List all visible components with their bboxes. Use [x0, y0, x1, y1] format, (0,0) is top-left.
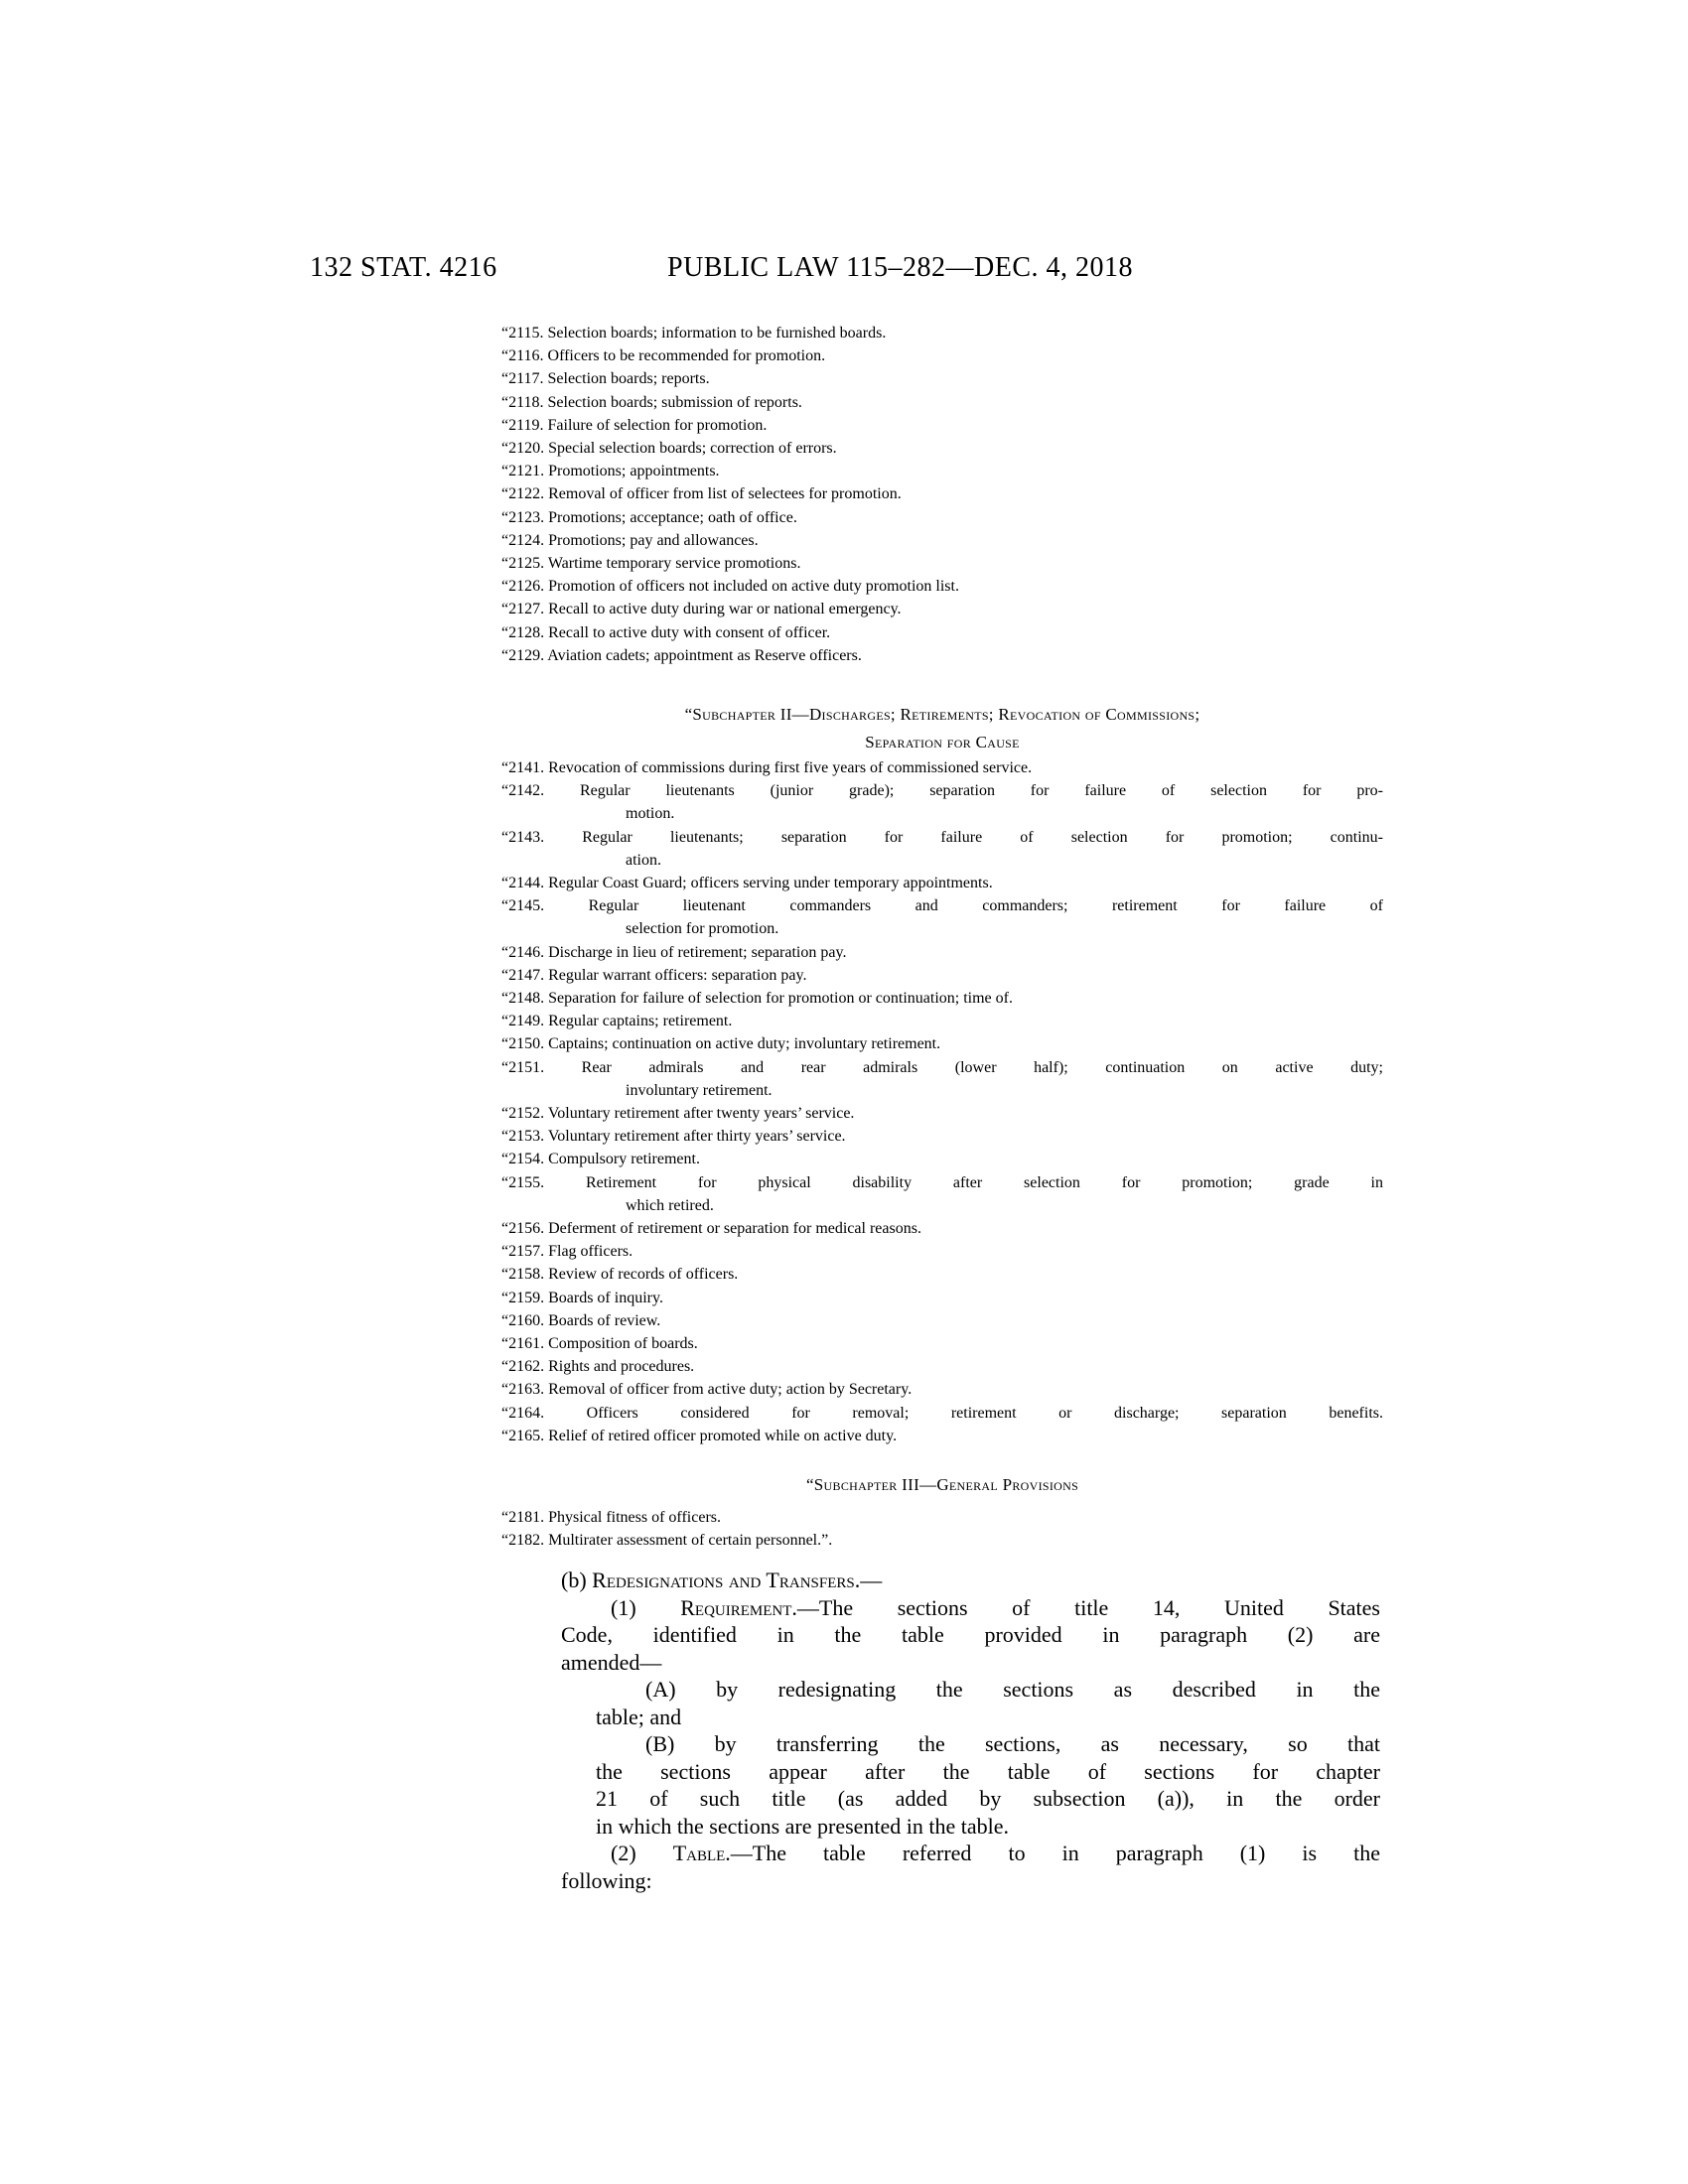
toc-entry-line: “2163. Removal of officer from active duty; action by Secretary. — [501, 1381, 913, 1399]
body-paragraph — [561, 1594, 1380, 1677]
toc-entry-line: “2126. Promotion of officers not included on active duty promotion list. — [501, 578, 959, 596]
toc-entry — [501, 987, 1383, 1010]
toc-entry-line: “2151. Rear admirals and rear admirals (lower half); continuation on active duty; — [501, 1058, 1383, 1076]
body-text-segment: .— — [854, 1568, 883, 1592]
toc-entry-line: “2118. Selection boards; submission of reports. — [501, 393, 802, 411]
body-line — [561, 1594, 1380, 1622]
subchapter-iii-heading — [501, 1471, 1383, 1499]
body-text-segment: (A) by redesignating the sections as described in the — [645, 1677, 1380, 1702]
body-paragraph — [561, 1567, 1380, 1594]
body-line — [596, 1785, 1380, 1813]
toc-entry — [501, 1402, 1383, 1425]
toc-entry-line: “2122. Removal of officer from list of selectees for promotion. — [501, 485, 902, 503]
subchapter-iii-heading-line1: “Subchapter III—General Provisions — [805, 1475, 1079, 1494]
body-text-segment: 21 of such title (as added by subsection (a)), in the order — [596, 1786, 1380, 1811]
toc-entry — [501, 437, 1383, 460]
toc-entry — [501, 1529, 1383, 1552]
body-line — [561, 1840, 1380, 1867]
stat-page-number: 132 STAT. 4216 — [310, 252, 497, 283]
body-text-segment: (1) — [611, 1594, 681, 1620]
toc-entry-line: “2165. Relief of retired officer promoted while on active duty. — [501, 1427, 898, 1444]
toc-entry-line: “2181. Physical fitness of officers. — [501, 1509, 721, 1526]
toc-entry-line: “2120. Special selection boards; correction of errors. — [501, 440, 837, 458]
toc-entry — [501, 1010, 1383, 1032]
toc-entry-line: “2124. Promotions; pay and allowances. — [501, 531, 759, 549]
toc-entry-line: “2141. Revocation of commissions during first five years of commissioned service. — [501, 759, 1033, 776]
toc-entry — [501, 1032, 1383, 1055]
toc-entry — [501, 1287, 1383, 1309]
toc-entry-line: “2148. Separation for failure of selection for promotion or continuation; time of. — [501, 990, 1013, 1008]
body-line — [596, 1676, 1380, 1704]
toc-entry-line: “2161. Composition of boards. — [501, 1335, 698, 1353]
small-caps-term: Redesignations and Transfers — [592, 1568, 855, 1592]
toc-entry — [501, 1355, 1383, 1378]
toc-entry — [501, 1171, 1383, 1217]
body-text-segment: in which the sections are presented in the table. — [596, 1813, 1010, 1839]
statute-body-text — [561, 1567, 1380, 1894]
toc-entry-line: “2147. Regular warrant officers: separation pay. — [501, 966, 807, 984]
body-line — [561, 1567, 1380, 1594]
toc-entry-line: “2154. Compulsory retirement. — [501, 1151, 700, 1168]
body-text-segment: .—The sections of title 14, United States — [791, 1594, 1380, 1620]
toc-entry — [501, 1102, 1383, 1125]
subchapter-ii-heading-line2: Separation for Cause — [865, 733, 1020, 751]
toc-entry-line: “2157. Flag officers. — [501, 1243, 633, 1261]
toc-entry — [501, 322, 1383, 344]
toc-entry — [501, 1309, 1383, 1332]
body-line — [596, 1758, 1380, 1786]
toc-entry — [501, 644, 1383, 667]
body-line — [561, 1867, 1380, 1895]
toc-entry — [501, 1263, 1383, 1286]
toc-entry — [501, 941, 1383, 964]
toc-entry-line: “2162. Rights and procedures. — [501, 1358, 695, 1376]
body-text-segment: the sections appear after the table of sections for chapter — [596, 1758, 1380, 1784]
toc-entry — [501, 575, 1383, 598]
body-line — [561, 1621, 1380, 1649]
toc-entry — [501, 779, 1383, 825]
toc-entry — [501, 1425, 1383, 1447]
body-text-segment: (B) by transferring the sections, as necessary, so that — [645, 1731, 1380, 1756]
toc-entry-line: “2155. Retirement for physical disability after selection for promotion; grade in — [501, 1173, 1383, 1191]
toc-sections-promotion — [501, 322, 1383, 667]
toc-entry — [501, 1240, 1383, 1263]
toc-entry-line: “2160. Boards of review. — [501, 1311, 661, 1329]
toc-sections-discharges — [501, 756, 1383, 1447]
body-line — [596, 1704, 1380, 1731]
toc-entry — [501, 1332, 1383, 1355]
toc-entry — [501, 529, 1383, 552]
small-caps-term: Table — [672, 1841, 726, 1865]
toc-entry — [501, 1506, 1383, 1529]
toc-entry-line: “2119. Failure of selection for promotion. — [501, 416, 768, 434]
toc-entry — [501, 460, 1383, 482]
body-line — [596, 1813, 1380, 1841]
toc-entry — [501, 414, 1383, 437]
toc-entry-line: “2144. Regular Coast Guard; officers serving under temporary appointments. — [501, 875, 993, 892]
toc-entry — [501, 391, 1383, 414]
body-text-segment: (2) — [611, 1841, 673, 1865]
toc-entry — [501, 756, 1383, 779]
toc-entry-line: “2182. Multirater assessment of certain personnel.”. — [501, 1532, 833, 1550]
body-text-segment: amended— — [561, 1649, 662, 1675]
toc-entry — [501, 894, 1383, 940]
public-law-header: PUBLIC LAW 115–282—DEC. 4, 2018 — [667, 252, 1134, 283]
toc-entry-line: “2129. Aviation cadets; appointment as Reserve officers. — [501, 646, 862, 664]
body-text-segment: .—The table referred to in paragraph (1) is the — [725, 1841, 1380, 1865]
toc-sections-general-provisions — [501, 1506, 1383, 1552]
toc-entry — [501, 1217, 1383, 1240]
toc-entry — [501, 552, 1383, 575]
toc-entry — [501, 598, 1383, 620]
toc-entry-line: “2149. Regular captains; retirement. — [501, 1013, 733, 1030]
toc-entry — [501, 872, 1383, 894]
toc-entry — [501, 1125, 1383, 1148]
body-paragraph — [561, 1840, 1380, 1894]
body-line — [596, 1730, 1380, 1758]
toc-entry-line: “2150. Captains; continuation on active duty; involuntary retirement. — [501, 1035, 941, 1053]
toc-entry-line: ation. — [626, 851, 661, 869]
toc-entry-line: “2125. Wartime temporary service promotions. — [501, 555, 801, 573]
toc-entry — [501, 506, 1383, 529]
toc-entry — [501, 964, 1383, 987]
toc-entry-line: “2158. Review of records of officers. — [501, 1266, 739, 1284]
toc-entry — [501, 1148, 1383, 1170]
subchapter-ii-heading-line1: “Subchapter II—Discharges; Retirements; Revocation of Commissions; — [684, 705, 1200, 724]
toc-entry-line: “2152. Voluntary retirement after twenty years’ service. — [501, 1105, 855, 1123]
toc-entry-line: “2123. Promotions; acceptance; oath of office. — [501, 508, 797, 526]
toc-entry — [501, 482, 1383, 505]
toc-entry-line: “2159. Boards of inquiry. — [501, 1289, 663, 1306]
toc-entry — [501, 621, 1383, 644]
toc-entry-line: “2128. Recall to active duty with consent of officer. — [501, 623, 831, 641]
toc-entry-line: “2146. Discharge in lieu of retirement; separation pay. — [501, 943, 847, 961]
toc-entry-line: involuntary retirement. — [626, 1081, 773, 1099]
toc-entry-line: “2116. Officers to be recommended for promotion. — [501, 347, 826, 365]
toc-entry-line: “2145. Regular lieutenant commanders and commanders; retirement for failure of — [501, 897, 1383, 915]
body-paragraph — [596, 1676, 1380, 1730]
body-paragraph — [596, 1730, 1380, 1840]
body-text-segment: (b) — [561, 1568, 593, 1592]
toc-entry — [501, 826, 1383, 872]
small-caps-term: Requirement — [680, 1594, 792, 1620]
toc-entry-line: “2142. Regular lieutenants (junior grade); separation for failure of selection for pro- — [501, 782, 1383, 800]
toc-entry-line: “2153. Voluntary retirement after thirty years’ service. — [501, 1128, 846, 1146]
toc-entry-line: “2164. Officers considered for removal; retirement or discharge; separation benefits. — [501, 1404, 1383, 1422]
body-text-segment: following: — [561, 1867, 652, 1893]
toc-entry — [501, 1378, 1383, 1401]
toc-entry — [501, 344, 1383, 367]
toc-entry-line: selection for promotion. — [626, 920, 779, 938]
toc-entry — [501, 1056, 1383, 1102]
body-line — [561, 1649, 1380, 1677]
subchapter-ii-heading — [501, 701, 1383, 756]
toc-entry-line: “2115. Selection boards; information to be furnished boards. — [501, 325, 887, 341]
body-text-segment: table; and — [596, 1704, 682, 1729]
toc-entry-line: “2121. Promotions; appointments. — [501, 463, 720, 480]
toc-entry-line: which retired. — [626, 1196, 714, 1214]
toc-entry-line: “2156. Deferment of retirement or separation for medical reasons. — [501, 1220, 921, 1238]
body-text-segment: Code, identified in the table provided in paragraph (2) are — [561, 1622, 1380, 1647]
toc-entry-line: “2127. Recall to active duty during war or national emergency. — [501, 601, 902, 618]
toc-entry-line: “2143. Regular lieutenants; separation for failure of selection for promotion; continu- — [501, 828, 1383, 846]
toc-entry — [501, 367, 1383, 390]
toc-entry-line: motion. — [626, 805, 675, 823]
toc-entry-line: “2117. Selection boards; reports. — [501, 370, 710, 388]
